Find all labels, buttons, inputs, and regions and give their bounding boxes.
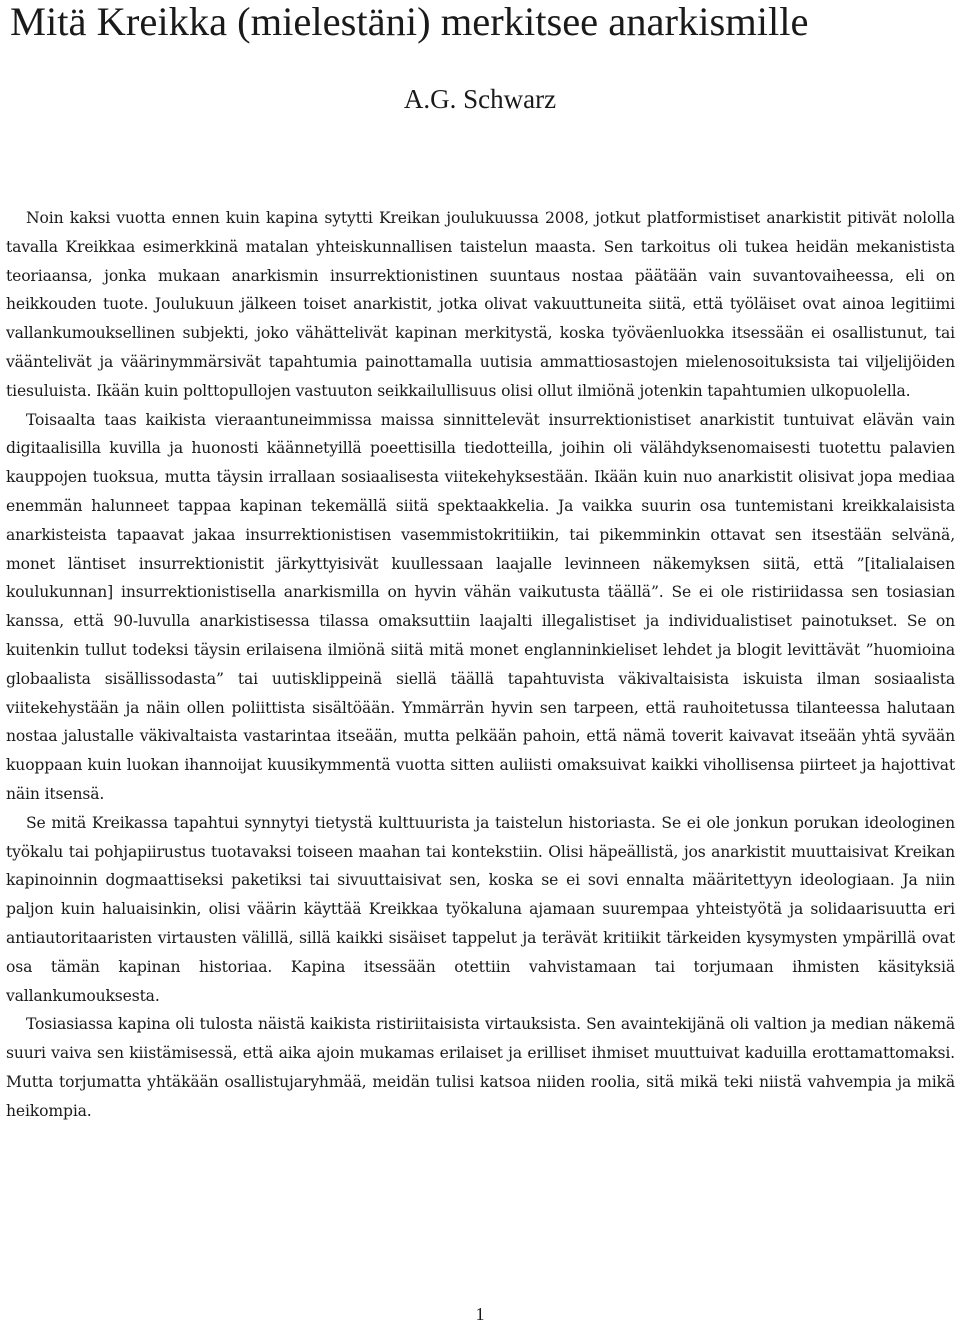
paragraph: Toisaalta taas kaikista vieraantuneimmissa maissa sinnittelevät insurrektionistiset anarkistit tuntuivat elävän vain digitaalisilla kuvilla ja huonosti käännetyillä poeettisilla tiedotteilla, joihin oli välähdyksenomaisesti tuotettu palavien kauppojen tuoksua, mutta täysin irrallaan sosiaalisesta viitekehyksestään. Ikään kuin nuo anarkistit olisivat jopa mediaa enemmän halunneet tappaa kapinan tekemällä siitä spektaakkelia. Ja vaikka suurin osa tuntemistani kreikkalaisista anarkisteista tapaavat jakaa insurrektionistisen vasemmistokritiikin, tai pikemminkin ottavat sen itsestään selvänä, monet läntiset insurrektionistit järkyttyisivät kuullessaan laajalle levinneen näkemyksen siitä, että ”[italialaisen koulukunnan] insurrektionistisella anarkismilla on hyvin vähän vaikutusta täällä”. Se ei ole ristiriidassa sen tosiasian kanssa, että 90-luvulla anarkistisessa tilassa omaksuttiin laajalti illegalistiset ja individualistiset painotukset. Se on kuitenkin tullut todeksi täysin erilaisena ilmiönä siitä mitä monet englanninkieliset lehdet ja blogit levittävät ”huomioina globaalista sisällissodasta” tai uutisklippeinä siellä täällä tapahtuvista väkivaltaisista iskuista ilman sosiaalista viitekehystään ja näin ollen poliittista sisältöään. Ymmärrän hyvin sen tarpeen, että rauhoitetussa tilanteessa halutaan nostaa jalustalle väkivaltaista vastarintaa itseään, mutta pelkään pahoin, että nämä toverit kaivavat itseään yhtä syvään kuoppaan kuin luokan ihannoijat kuusikymmentä vuotta sitten auliisti omaksuivat kaikki vihollisensa piirteet ja hajottivat näin itsensä. xyxy=(6,410,955,803)
author-name: A.G. Schwarz xyxy=(403,84,557,114)
paragraph: Se mitä Kreikassa tapahtui synnytyi tietystä kulttuurista ja taistelun historiasta. Se ei ole jonkun porukan ideologinen työkalu tai pohjapiirustus tuotavaksi toiseen maahan tai kontekstiin. Olisi häpeällistä, jos anarkistit muuttaisivat Kreikan kapinoinnin dogmaattiseksi paketiksi tai sivuuttaisivat sen, koska se ei sovi ennalta määritettyyn ideologiaan. Ja niin paljon kuin haluaisinkin, olisi väärin käyttää Kreikkaa työkaluna ajamaan suurempaa yhteistyötä ja solidaarisuutta eri antiautoritaaristen virtausten välillä, sillä kaikki sisäiset tappelut ja terävät kritiikit tärkeiden kysymysten ympärillä ovat osa tämän kapinan historiaa. Kapina itsessään otettiin vahvistamaan tai torjumaan ihmisten käsityksiä vallankumouksesta. xyxy=(6,813,955,1005)
paragraph: Tosiasiassa kapina oli tulosta näistä kaikista ristiriitaisista virtauksista. Sen avaintekijänä oli valtion ja median näkemä suuri vaiva sen kiistämisessä, että aika ajoin mukamas erilaiset ja erilliset ihmiset muuttuivat kaduilla erottamattomaksi. Mutta torjumatta yhtäkään osallistujaryhmää, meidän tulisi katsoa niiden roolia, sitä mikä teki niistä vahvempia ja mikä heikompia. xyxy=(6,1015,955,1120)
article-body xyxy=(6,204,955,1126)
paragraph: Noin kaksi vuotta ennen kuin kapina sytytti Kreikan joulukuussa 2008, jotkut platformistiset anarkistit pitivät nololla tavalla Kreikkaa esimerkkinä matalan yhteiskunnallisen taistelun maasta. Sen tarkoitus oli tukea heidän mekanistista teoriaansa, jonka mukaan anarkismin insurrektionistinen suuntaus nostaa päätään vain suvantovaiheessa, eli on heikkouden tuote. Joulukuun jälkeen toiset anarkistit, jotka olivat vakuuttuneita siitä, että työläiset ovat ainoa legitiimi vallankumouksellinen subjekti, joko vähättelivät kapinan merkitystä, koska työväenluokka itsessään ei osallistunut, tai vääntelivät ja väärinymmärsivät tapahtumia painottamalla uutisia ammattiosastojen mielenosoituksista tai viljelijöiden tiesuluista. Ikään kuin polttopullojen vastuuton seikkailullisuus olisi ollut ilmiönä jotenkin tapahtumien ulkopuolella. xyxy=(6,209,955,400)
page-number: 1 xyxy=(475,1304,485,1324)
page-title: Mitä Kreikka (mielestäni) merkitsee anarkismille xyxy=(10,0,809,44)
